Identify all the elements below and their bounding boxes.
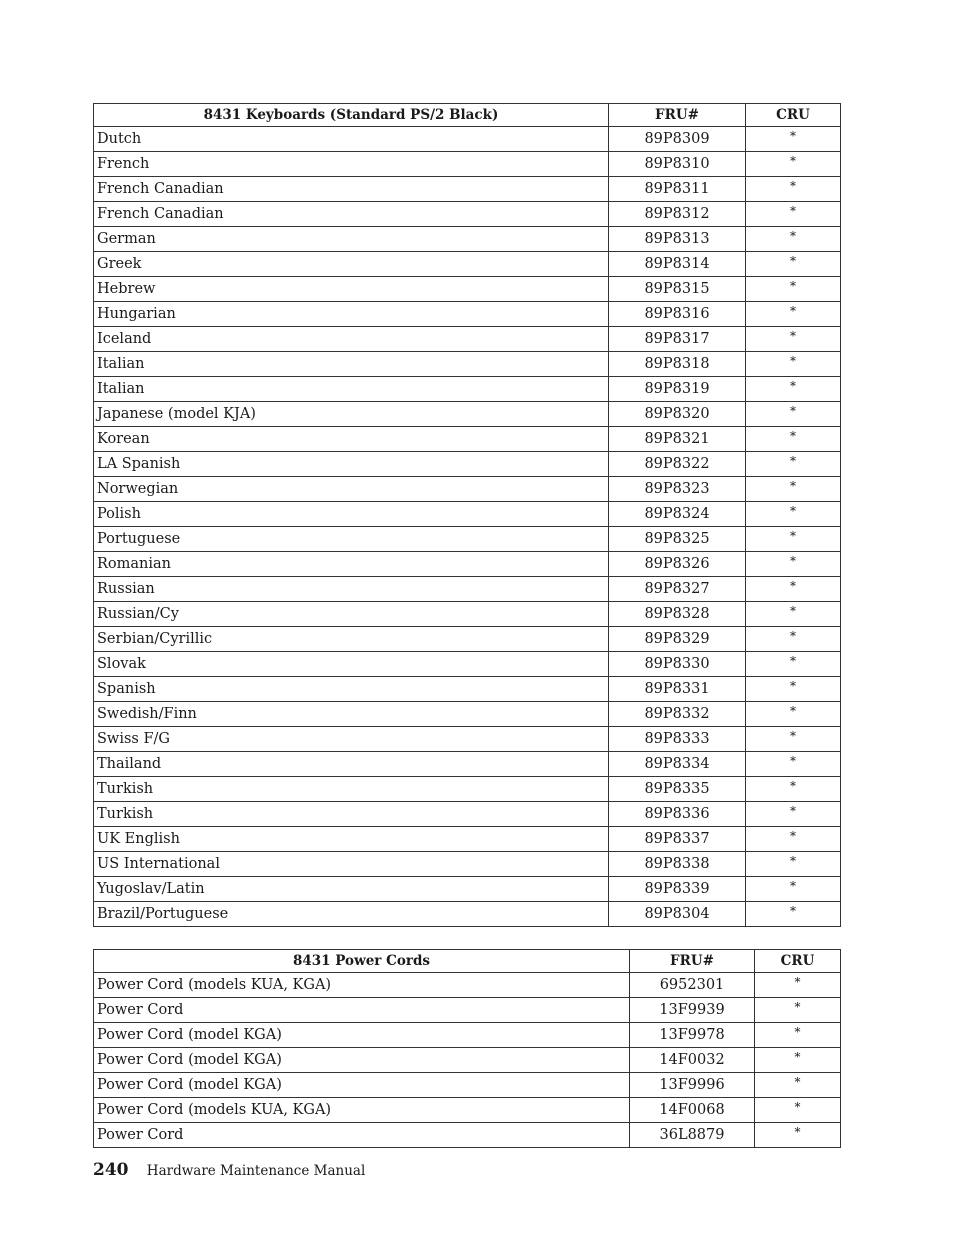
cru-marker: * [746,427,841,452]
table-row [94,602,841,627]
part-description: Italian [94,377,609,402]
fru-number: 89P8337 [609,827,746,852]
cru-marker: * [746,302,841,327]
part-description: Thailand [94,752,609,777]
cru-marker: * [746,602,841,627]
cru-marker: * [746,877,841,902]
cru-marker: * [746,127,841,152]
column-header-cru: CRU [746,104,841,127]
fru-number: 36L8879 [630,1123,755,1148]
cru-marker: * [746,852,841,877]
fru-number: 13F9996 [630,1073,755,1098]
cru-marker: * [755,1098,841,1123]
cru-marker: * [746,677,841,702]
cru-marker: * [746,277,841,302]
fru-number: 89P8329 [609,627,746,652]
fru-number: 89P8334 [609,752,746,777]
fru-number: 89P8309 [609,127,746,152]
table-row [94,352,841,377]
fru-number: 89P8324 [609,502,746,527]
part-description: Korean [94,427,609,452]
table-row [94,902,841,927]
power-cords-table [93,949,841,1148]
table-row [94,1048,841,1073]
fru-number: 89P8310 [609,152,746,177]
table-row [94,702,841,727]
cru-marker: * [755,1123,841,1148]
fru-number: 89P8339 [609,877,746,902]
part-description: Iceland [94,327,609,352]
cru-marker: * [746,502,841,527]
fru-number: 89P8318 [609,352,746,377]
table-row [94,377,841,402]
cru-marker: * [746,402,841,427]
column-header-fru: FRU# [609,104,746,127]
cru-marker: * [746,477,841,502]
part-description: Russian/Cy [94,602,609,627]
part-description: Polish [94,502,609,527]
cru-marker: * [746,452,841,477]
cru-marker: * [746,152,841,177]
fru-number: 89P8327 [609,577,746,602]
table-row [94,227,841,252]
cru-marker: * [755,973,841,998]
part-description: Power Cord (model KGA) [94,1048,630,1073]
table-row [94,802,841,827]
table-row [94,998,841,1023]
table-row [94,202,841,227]
table-row [94,477,841,502]
fru-number: 6952301 [630,973,755,998]
table-row [94,827,841,852]
part-description: Swedish/Finn [94,702,609,727]
cru-marker: * [746,627,841,652]
part-description: Dutch [94,127,609,152]
table-row [94,177,841,202]
table-row [94,1123,841,1148]
table-row [94,877,841,902]
part-description: Romanian [94,552,609,577]
table-row [94,452,841,477]
table-row [94,652,841,677]
fru-number: 14F0068 [630,1098,755,1123]
table-row [94,1073,841,1098]
part-description: French Canadian [94,202,609,227]
cru-marker: * [746,527,841,552]
cru-marker: * [746,802,841,827]
part-description: German [94,227,609,252]
column-header-fru: FRU# [630,950,755,973]
part-description: UK English [94,827,609,852]
cru-marker: * [746,702,841,727]
part-description: Hebrew [94,277,609,302]
table-row [94,777,841,802]
part-description: Turkish [94,777,609,802]
fru-number: 89P8328 [609,602,746,627]
part-description: Brazil/Portuguese [94,902,609,927]
column-header-description: 8431 Keyboards (Standard PS/2 Black) [94,104,609,127]
fru-number: 89P8316 [609,302,746,327]
table-row [94,973,841,998]
table-row [94,552,841,577]
table-row [94,127,841,152]
cru-marker: * [746,227,841,252]
table-row [94,527,841,552]
table-row [94,427,841,452]
cru-marker: * [755,1023,841,1048]
part-description: Swiss F/G [94,727,609,752]
part-description: US International [94,852,609,877]
fru-number: 14F0032 [630,1048,755,1073]
cru-marker: * [746,727,841,752]
fru-number: 89P8312 [609,202,746,227]
cru-marker: * [755,1048,841,1073]
cru-marker: * [746,327,841,352]
column-header-description: 8431 Power Cords [94,950,630,973]
fru-number: 89P8326 [609,552,746,577]
fru-number: 89P8322 [609,452,746,477]
part-description: Turkish [94,802,609,827]
fru-number: 89P8325 [609,527,746,552]
fru-number: 89P8315 [609,277,746,302]
table-header-row [94,950,841,973]
column-header-cru: CRU [755,950,841,973]
fru-number: 13F9939 [630,998,755,1023]
part-description: Power Cord (model KGA) [94,1073,630,1098]
fru-number: 89P8332 [609,702,746,727]
table-row [94,302,841,327]
fru-number: 89P8331 [609,677,746,702]
fru-number: 89P8311 [609,177,746,202]
table-row [94,727,841,752]
table-row [94,252,841,277]
fru-number: 89P8321 [609,427,746,452]
cru-marker: * [746,902,841,927]
part-description: Yugoslav/Latin [94,877,609,902]
part-description: LA Spanish [94,452,609,477]
part-description: Power Cord [94,1123,630,1148]
cru-marker: * [755,998,841,1023]
cru-marker: * [755,1073,841,1098]
table-row [94,327,841,352]
cru-marker: * [746,177,841,202]
part-description: Serbian/Cyrillic [94,627,609,652]
cru-marker: * [746,202,841,227]
table-header-row [94,104,841,127]
fru-number: 89P8313 [609,227,746,252]
cru-marker: * [746,777,841,802]
part-description: Power Cord (models KUA, KGA) [94,1098,630,1123]
table-row [94,577,841,602]
fru-number: 89P8338 [609,852,746,877]
fru-number: 89P8323 [609,477,746,502]
part-description: Russian [94,577,609,602]
manual-title: Hardware Maintenance Manual [146,1163,366,1179]
page-number: 240 [93,1160,129,1180]
table-row [94,152,841,177]
table-row [94,502,841,527]
keyboards-table [93,103,841,927]
cru-marker: * [746,252,841,277]
cru-marker: * [746,352,841,377]
cru-marker: * [746,577,841,602]
part-description: French Canadian [94,177,609,202]
table-row [94,852,841,877]
table-row [94,1098,841,1123]
part-description: Norwegian [94,477,609,502]
part-description: Japanese (model KJA) [94,402,609,427]
part-description: Power Cord (model KGA) [94,1023,630,1048]
part-description: Spanish [94,677,609,702]
table-row [94,627,841,652]
cru-marker: * [746,377,841,402]
cru-marker: * [746,552,841,577]
fru-number: 89P8304 [609,902,746,927]
fru-number: 13F9978 [630,1023,755,1048]
part-description: Portuguese [94,527,609,552]
part-description: Slovak [94,652,609,677]
part-description: Power Cord [94,998,630,1023]
part-description: Hungarian [94,302,609,327]
cru-marker: * [746,652,841,677]
fru-number: 89P8319 [609,377,746,402]
fru-number: 89P8320 [609,402,746,427]
fru-number: 89P8333 [609,727,746,752]
table-row [94,402,841,427]
fru-number: 89P8335 [609,777,746,802]
cru-marker: * [746,752,841,777]
page-footer [93,1160,365,1180]
part-description: French [94,152,609,177]
part-description: Italian [94,352,609,377]
cru-marker: * [746,827,841,852]
part-description: Greek [94,252,609,277]
table-row [94,1023,841,1048]
fru-number: 89P8330 [609,652,746,677]
table-row [94,277,841,302]
part-description: Power Cord (models KUA, KGA) [94,973,630,998]
fru-number: 89P8317 [609,327,746,352]
table-row [94,677,841,702]
fru-number: 89P8314 [609,252,746,277]
fru-number: 89P8336 [609,802,746,827]
table-row [94,752,841,777]
